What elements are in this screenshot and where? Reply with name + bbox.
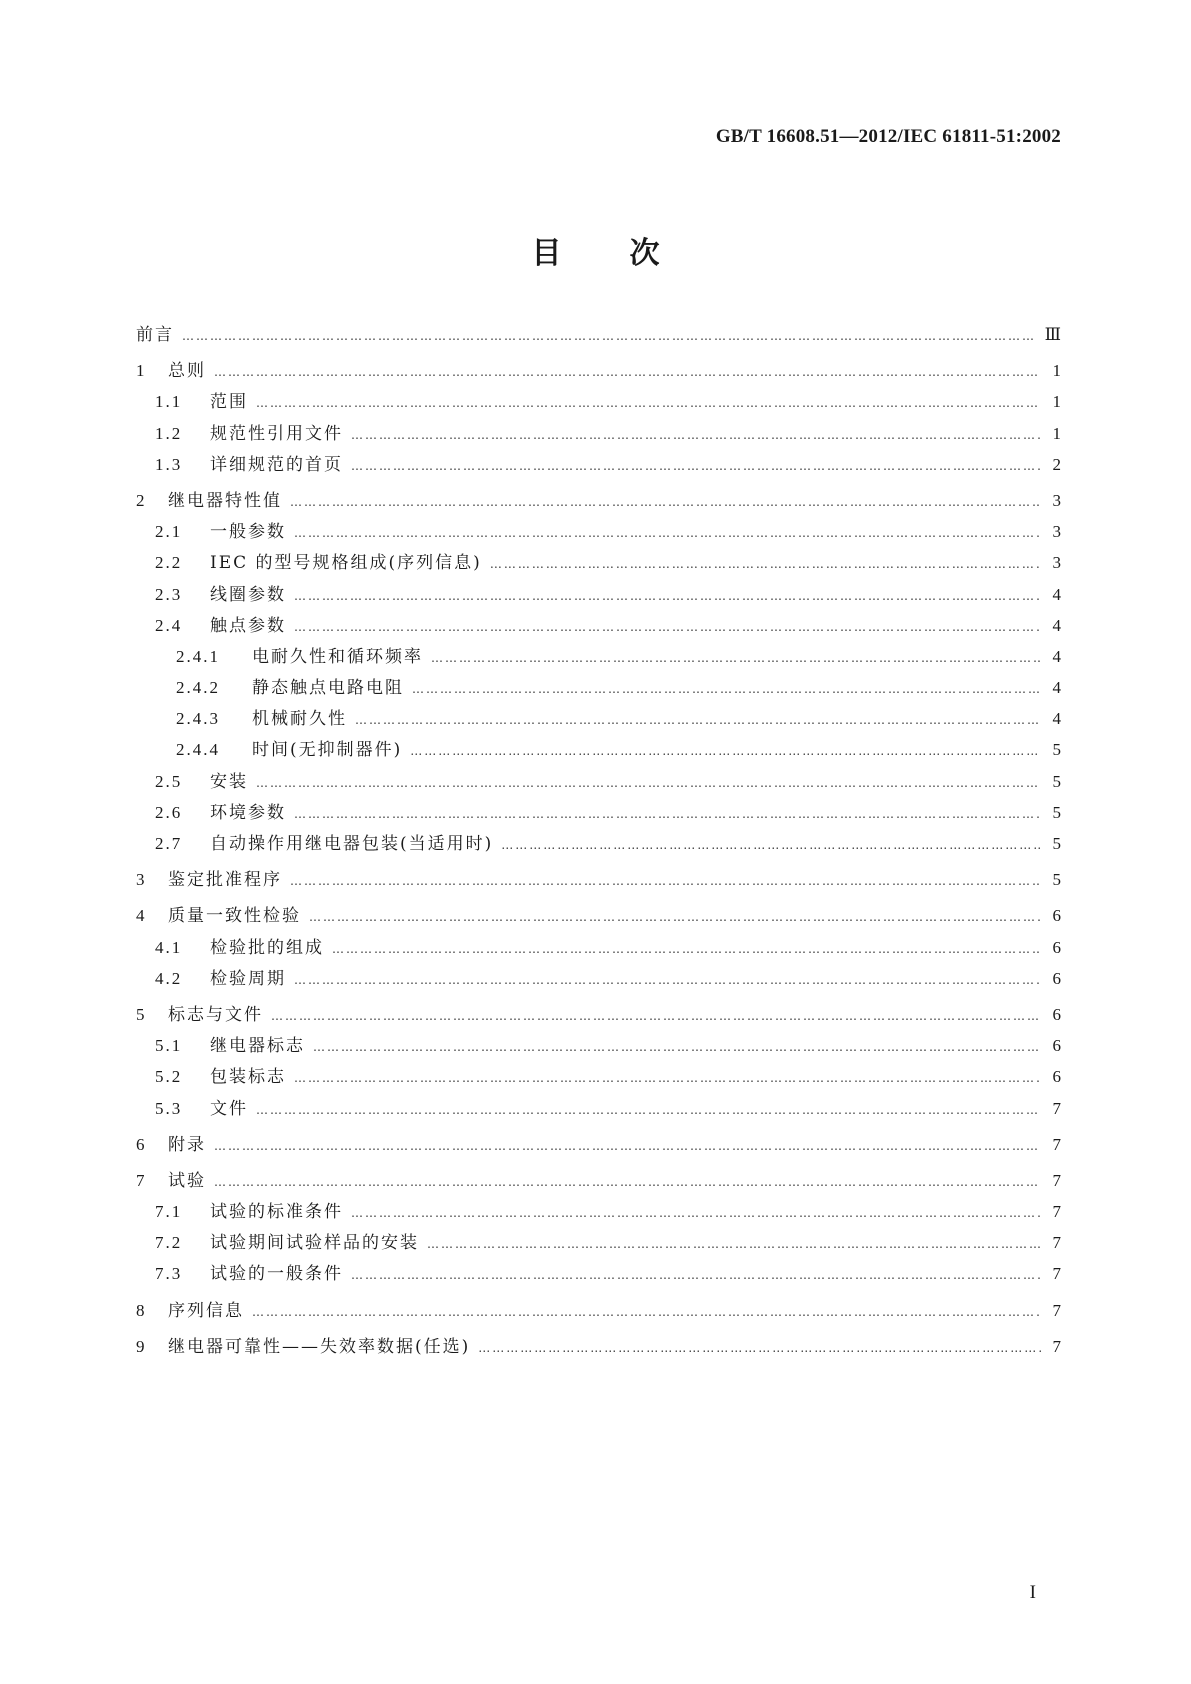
toc-entry-number: 2.4.2 [176, 678, 220, 698]
toc-entry[interactable] [136, 1171, 1061, 1202]
toc-entry-number: 2.4.4 [176, 740, 220, 760]
toc-entry-page: 4 [1052, 678, 1061, 698]
toc-entry[interactable] [136, 1099, 1061, 1130]
toc-entry-page: 5 [1052, 740, 1061, 760]
toc-entry[interactable] [136, 1301, 1061, 1332]
toc-dot-leader [412, 679, 1041, 699]
toc-entry[interactable] [136, 678, 1061, 709]
toc-entry-title: IEC 的型号规格组成(序列信息) [210, 553, 482, 574]
toc-entry[interactable] [136, 325, 1061, 356]
toc-dot-leader [478, 1338, 1041, 1358]
toc-dot-leader [252, 1302, 1041, 1322]
toc-entry-number: 7 [136, 1170, 147, 1190]
toc-entry-page: 6 [1052, 906, 1061, 926]
toc-entry-number: 2.1 [155, 522, 183, 542]
toc-entry-number: 9 [136, 1336, 147, 1356]
toc-entry-page: 3 [1052, 522, 1061, 542]
toc-entry-page: 5 [1052, 870, 1061, 890]
toc-entry-page: 2 [1052, 454, 1061, 474]
toc-entry-number: 5.2 [155, 1067, 183, 1087]
toc-dot-leader [214, 362, 1041, 382]
toc-entry-title: 试验的一般条件 [210, 1264, 343, 1285]
toc-entry-title: 试验期间试验样品的安装 [210, 1233, 419, 1254]
toc-entry-number: 1.1 [155, 392, 183, 412]
toc-entry[interactable] [136, 1005, 1061, 1036]
table-of-contents [136, 325, 1061, 1368]
toc-entry-title: 检验周期 [210, 968, 286, 989]
toc-entry-title: 机械耐久性 [252, 709, 347, 730]
toc-dot-leader [294, 804, 1041, 824]
toc-entry-title: 鉴定批准程序 [168, 870, 282, 891]
toc-entry-number: 2.3 [155, 584, 183, 604]
toc-entry[interactable] [136, 585, 1061, 616]
toc-entry-title: 范围 [210, 392, 248, 413]
toc-entry[interactable] [136, 1337, 1061, 1368]
toc-entry-page: 7 [1052, 1098, 1061, 1118]
toc-dot-leader [294, 970, 1041, 990]
toc-entry[interactable] [136, 772, 1061, 803]
toc-entry-page: 3 [1052, 553, 1061, 573]
toc-dot-leader [431, 648, 1041, 668]
toc-entry-title: 包装标志 [210, 1067, 286, 1088]
toc-entry-title: 文件 [210, 1098, 248, 1119]
toc-entry-page: 7 [1052, 1170, 1061, 1190]
toc-entry-number: 2 [136, 490, 147, 510]
toc-dot-leader [214, 1136, 1041, 1156]
toc-entry-number: 2.2 [155, 553, 183, 573]
toc-entry[interactable] [136, 1233, 1061, 1264]
toc-dot-leader [256, 1100, 1041, 1120]
toc-entry-title: 标志与文件 [168, 1004, 263, 1025]
toc-entry[interactable] [136, 803, 1061, 834]
toc-entry[interactable] [136, 709, 1061, 740]
toc-entry-title: 规范性引用文件 [210, 423, 343, 444]
toc-dot-leader [490, 554, 1041, 574]
toc-entry[interactable] [136, 455, 1061, 486]
toc-dot-leader [294, 586, 1041, 606]
toc-entry-title: 静态触点电路电阻 [252, 678, 404, 699]
toc-entry-title: 附录 [168, 1134, 206, 1155]
toc-dot-leader [351, 1265, 1041, 1285]
toc-dot-leader [182, 326, 1037, 346]
toc-entry-page: 6 [1052, 1036, 1061, 1056]
toc-entry-page: Ⅲ [1044, 325, 1061, 344]
toc-entry-page: 5 [1052, 771, 1061, 791]
toc-entry[interactable] [136, 870, 1061, 901]
toc-entry-number: 7.2 [155, 1233, 183, 1253]
toc-entry-number: 6 [136, 1134, 147, 1154]
toc-entry[interactable] [136, 522, 1061, 553]
toc-dot-leader [309, 907, 1041, 927]
toc-entry[interactable] [136, 1036, 1061, 1067]
toc-entry[interactable] [136, 740, 1061, 771]
toc-entry-page: 4 [1052, 584, 1061, 604]
toc-entry-title: 电耐久性和循环频率 [252, 646, 423, 667]
toc-entry-number: 1.3 [155, 454, 183, 474]
toc-entry-title: 时间(无抑制器件) [252, 740, 403, 761]
toc-entry-number: 5 [136, 1004, 147, 1024]
toc-entry-number: 4.1 [155, 937, 183, 957]
toc-entry-page: 4 [1052, 709, 1061, 729]
toc-entry-title: 详细规范的首页 [210, 454, 343, 475]
toc-entry-title: 检验批的组成 [210, 937, 324, 958]
toc-entry-page: 5 [1052, 834, 1061, 853]
toc-entry-page: 6 [1052, 1004, 1061, 1024]
toc-entry-title: 序列信息 [168, 1300, 244, 1321]
toc-entry-title: 前言 [136, 325, 174, 345]
toc-entry[interactable] [136, 553, 1061, 584]
toc-entry-title: 自动操作用继电器包装(当适用时) [210, 834, 494, 854]
toc-entry-page: 6 [1052, 937, 1061, 957]
page-number: I [1029, 1582, 1036, 1603]
toc-entry-page: 3 [1052, 490, 1061, 510]
toc-entry-number: 5.3 [155, 1098, 183, 1118]
toc-entry-page: 6 [1052, 968, 1061, 988]
toc-entry-page: 4 [1052, 646, 1061, 666]
toc-dot-leader [351, 456, 1041, 476]
toc-entry-title: 触点参数 [210, 615, 286, 636]
toc-entry-title: 环境参数 [210, 802, 286, 823]
toc-entry[interactable] [136, 834, 1061, 865]
toc-dot-leader [290, 871, 1041, 891]
toc-entry-number: 2.4.1 [176, 646, 220, 666]
toc-entry-number: 1.2 [155, 423, 183, 443]
toc-entry-page: 1 [1052, 423, 1061, 443]
toc-entry[interactable] [136, 1067, 1061, 1098]
toc-dot-leader [294, 617, 1041, 637]
toc-dot-leader [501, 835, 1041, 855]
toc-entry-page: 1 [1052, 361, 1061, 381]
toc-dot-leader [427, 1234, 1041, 1254]
toc-dot-leader [290, 492, 1041, 512]
toc-dot-leader [410, 741, 1041, 761]
toc-entry-title: 安装 [210, 771, 248, 792]
toc-entry-title: 继电器可靠性——失效率数据(任选) [168, 1336, 471, 1357]
toc-dot-leader [351, 1203, 1041, 1223]
toc-entry-page: 1 [1052, 392, 1061, 412]
toc-entry-page: 7 [1052, 1233, 1061, 1253]
toc-entry-number: 7.3 [155, 1264, 183, 1284]
toc-entry[interactable] [136, 969, 1061, 1000]
toc-entry-number: 7.1 [155, 1202, 183, 1222]
toc-entry[interactable] [136, 491, 1061, 522]
toc-entry-title: 试验 [168, 1170, 206, 1191]
toc-dot-leader [294, 1068, 1041, 1088]
toc-entry-page: 4 [1052, 615, 1061, 635]
standard-code-header: GB/T 16608.51—2012/IEC 61811-51:2002 [715, 126, 1061, 147]
toc-entry[interactable] [136, 424, 1061, 455]
toc-dot-leader [214, 1172, 1041, 1192]
toc-entry-number: 8 [136, 1300, 147, 1320]
toc-dot-leader [271, 1006, 1041, 1026]
toc-entry-title: 继电器特性值 [168, 490, 282, 511]
toc-entry-number: 3 [136, 870, 147, 890]
toc-entry-title: 试验的标准条件 [210, 1202, 343, 1223]
toc-entry-number: 2.4 [155, 615, 183, 635]
toc-entry-page: 7 [1052, 1202, 1061, 1222]
toc-entry[interactable] [136, 1135, 1061, 1166]
toc-entry-page: 7 [1052, 1300, 1061, 1320]
toc-entry[interactable] [136, 616, 1061, 647]
toc-entry-number: 2.7 [155, 834, 183, 853]
toc-entry-title: 线圈参数 [210, 584, 286, 605]
toc-entry-page: 7 [1052, 1336, 1061, 1356]
toc-entry[interactable] [136, 361, 1061, 392]
toc-entry[interactable] [136, 938, 1061, 969]
toc-entry-number: 2.4.3 [176, 709, 220, 729]
toc-entry-number: 4 [136, 906, 147, 926]
toc-entry-title: 一般参数 [210, 522, 286, 543]
toc-entry-number: 5.1 [155, 1036, 183, 1056]
toc-dot-leader [351, 425, 1041, 445]
toc-entry[interactable] [136, 647, 1061, 678]
toc-entry[interactable] [136, 1264, 1061, 1295]
toc-entry-page: 5 [1052, 802, 1061, 822]
toc-entry-title: 质量一致性检验 [168, 906, 301, 927]
toc-dot-leader [332, 939, 1041, 959]
toc-entry-title: 总则 [168, 361, 206, 382]
toc-entry-page: 7 [1052, 1134, 1061, 1154]
toc-entry-page: 6 [1052, 1067, 1061, 1087]
page-title: 目次 [531, 236, 728, 271]
toc-dot-leader [294, 523, 1041, 543]
toc-entry-number: 2.5 [155, 771, 183, 791]
toc-entry-number: 4.2 [155, 968, 183, 988]
toc-entry-number: 2.6 [155, 802, 183, 822]
toc-entry[interactable] [136, 1202, 1061, 1233]
toc-entry[interactable] [136, 906, 1061, 937]
toc-dot-leader [313, 1037, 1041, 1057]
toc-entry-number: 1 [136, 361, 147, 381]
toc-dot-leader [355, 710, 1041, 730]
toc-entry[interactable] [136, 392, 1061, 423]
toc-dot-leader [256, 773, 1041, 793]
toc-entry-page: 7 [1052, 1264, 1061, 1284]
toc-entry-title: 继电器标志 [210, 1036, 305, 1057]
toc-dot-leader [256, 393, 1041, 413]
